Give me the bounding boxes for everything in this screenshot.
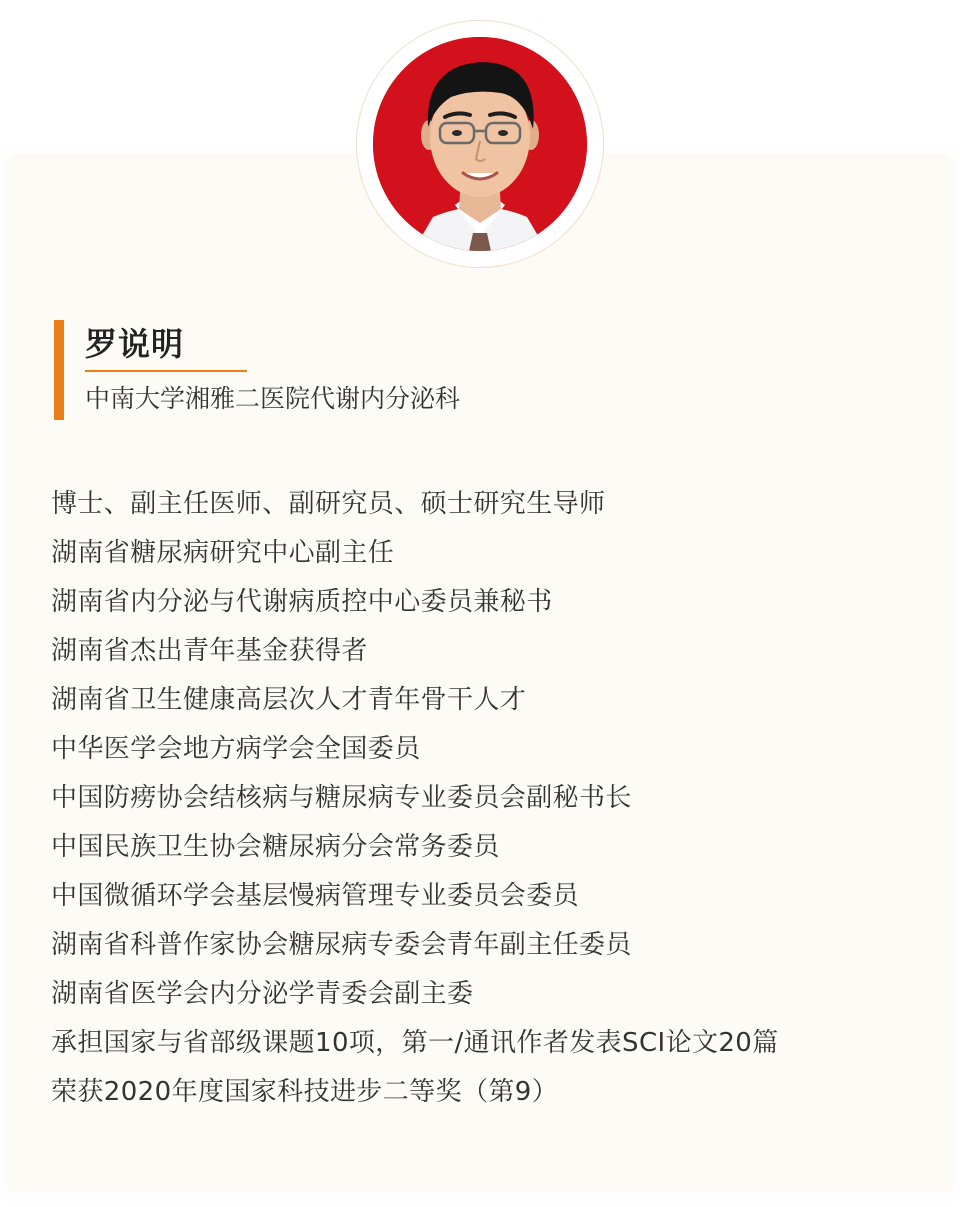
- bio-list: [51, 480, 779, 1117]
- person-name: 罗说明: [85, 325, 185, 363]
- bio-item: 博士、副主任医师、副研究员、硕士研究生导师: [51, 489, 606, 519]
- bio-item: 湖南省内分泌与代谢病质控中心委员兼秘书: [51, 587, 553, 617]
- portrait-photo: [373, 37, 587, 251]
- bio-item: 湖南省卫生健康高层次人才青年骨干人才: [51, 685, 527, 715]
- bio-item: 中国微循环学会基层慢病管理专业委员会委员: [51, 881, 580, 911]
- bio-item: 湖南省科普作家协会糖尿病专委会青年副主任委员: [51, 930, 632, 960]
- bio-item: 湖南省医学会内分泌学青委会副主委: [51, 979, 474, 1009]
- bio-item: 湖南省糖尿病研究中心副主任: [51, 538, 395, 568]
- bio-item: 湖南省杰出青年基金获得者: [51, 636, 368, 666]
- bio-item: 荣获2020年度国家科技进步二等奖（第9）: [51, 1077, 559, 1107]
- accent-bar: [54, 320, 64, 420]
- name-underline: [85, 370, 247, 372]
- bio-item: 承担国家与省部级课题10项，第一/通讯作者发表SCI论文20篇: [51, 1028, 779, 1058]
- affiliation: 中南大学湘雅二医院代谢内分泌科: [85, 384, 461, 413]
- bio-item: 中华医学会地方病学会全国委员: [51, 734, 421, 764]
- avatar: [373, 37, 587, 251]
- bio-item: 中国民族卫生协会糖尿病分会常务委员: [51, 832, 500, 862]
- bio-item: 中国防痨协会结核病与糖尿病专业委员会副秘书长: [51, 783, 632, 813]
